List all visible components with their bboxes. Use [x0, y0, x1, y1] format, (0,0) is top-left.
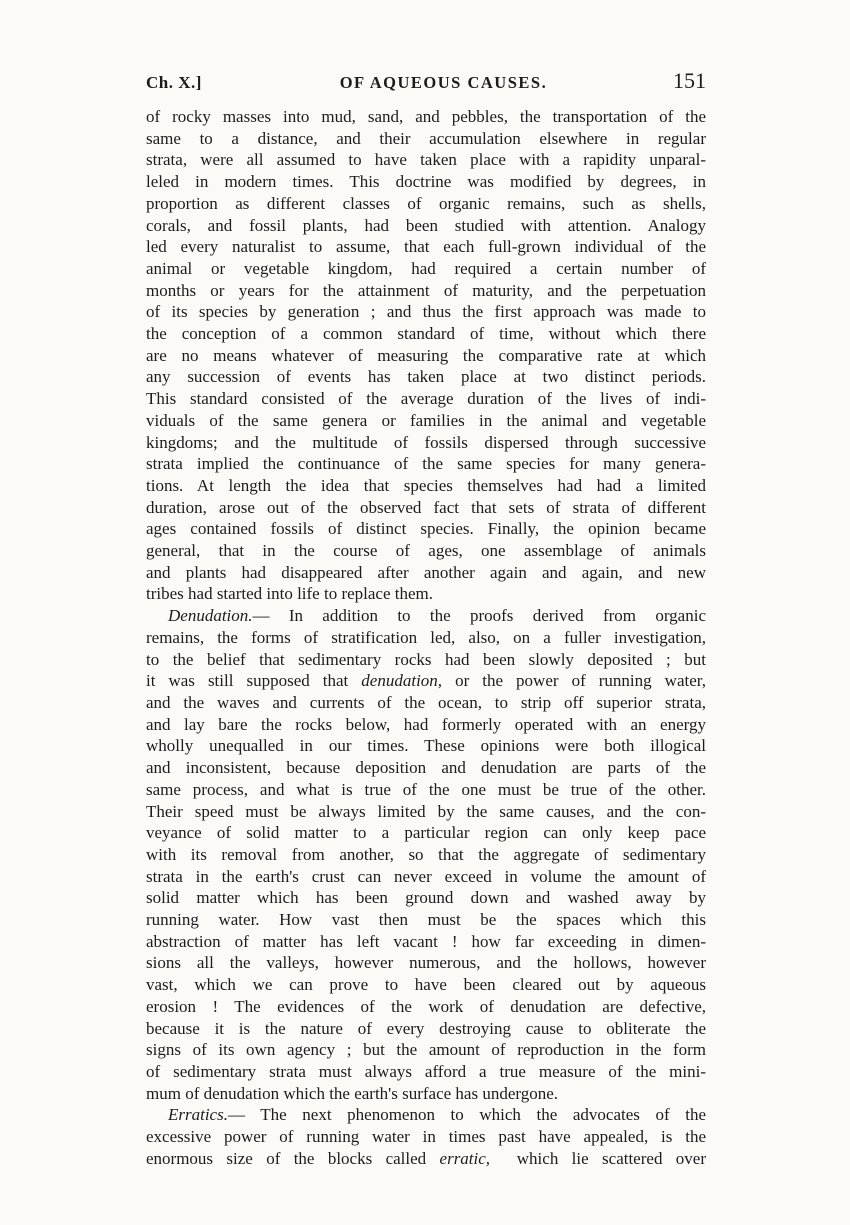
- text-line: proportion as different classes of organic remains, such as shells,: [146, 193, 706, 213]
- text-line: and the waves and currents of the ocean, to strip off superior strata,: [146, 692, 706, 712]
- text-segment: which lie scattered over: [516, 1148, 707, 1168]
- text-segment: — The next phenomenon to which the advocates of the: [227, 1105, 706, 1125]
- text-line: same to a distance, and their accumulation elsewhere in regular: [146, 128, 706, 148]
- text-line: solid matter which has been ground down and washed away by: [146, 888, 706, 908]
- text-line: and plants had disappeared after another again and again, and new: [146, 562, 706, 582]
- text-line: general, that in the course of ages, one assemblage of animals: [146, 541, 706, 561]
- text-line: and lay bare the rocks below, had formerly operated with an energy: [146, 714, 706, 734]
- paragraph-denudation: [146, 605, 706, 1104]
- text-line: leled in modern times. This doctrine was modified by degrees, in: [146, 172, 706, 192]
- text-segment: — In addition to the proofs derived from organic: [252, 606, 706, 626]
- text-line: [146, 1104, 706, 1126]
- text-line: led every naturalist to assume, that each full-grown individual of the: [146, 237, 706, 257]
- text-line: excessive power of running water in times past have appealed, is the: [146, 1127, 706, 1147]
- section-heading-denudation: Denudation.: [168, 606, 253, 626]
- text-line: are no means whatever of measuring the comparative rate at which: [146, 345, 706, 365]
- text-line: of its species by generation ; and thus the first approach was made to: [146, 302, 706, 322]
- text-line: signs of its own agency ; but the amount of reproduction in the form: [146, 1040, 706, 1060]
- text-line: This standard consisted of the average duration of the lives of indi-: [146, 389, 706, 409]
- text-line: and inconsistent, because deposition and denudation are parts of the: [146, 758, 706, 778]
- text-line: with its removal from another, so that the aggregate of sedimentary: [146, 844, 706, 864]
- text-line: erosion ! The evidences of the work of denudation are defective,: [146, 996, 706, 1016]
- text-line: vast, which we can prove to have been cleared out by aqueous: [146, 975, 706, 995]
- text-line: months or years for the attainment of maturity, and the perpetuation: [146, 280, 706, 300]
- text-line: strata, were all assumed to have taken place with a rapidity unparal-: [146, 150, 706, 170]
- emphasis-denudation: denudation,: [361, 671, 443, 691]
- chapter-label: Ch. X.]: [146, 73, 202, 92]
- text-line: mum of denudation which the earth's surface has undergone.: [146, 1083, 559, 1103]
- text-line: ages contained fossils of distinct species. Finally, the opinion became: [146, 519, 706, 539]
- running-head: [146, 68, 706, 106]
- text-line: kingdoms; and the multitude of fossils dispersed through successive: [146, 432, 706, 452]
- text-line: [146, 605, 706, 627]
- text-line: any succession of events has taken place at two distinct periods.: [146, 367, 706, 387]
- text-line: to the belief that sedimentary rocks had been slowly deposited ; but: [146, 649, 706, 669]
- paragraph-erratics: [146, 1104, 706, 1169]
- text-line: animal or vegetable kingdom, had required a certain number of: [146, 258, 706, 278]
- text-line: tions. At length the idea that species themselves had had a limited: [146, 475, 706, 495]
- text-line: [146, 1148, 706, 1170]
- text-line: wholly unequalled in our times. These opinions were both illogical: [146, 736, 706, 756]
- text-line: remains, the forms of stratification led, also, on a fuller investigation,: [146, 627, 706, 647]
- body-text: [146, 106, 706, 1169]
- text-line: sions all the valleys, however numerous, and the hollows, however: [146, 953, 706, 973]
- text-line: strata implied the continuance of the same species for many genera-: [146, 454, 706, 474]
- paragraph-organic-remains: [146, 106, 706, 605]
- text-line: because it is the nature of every destroying cause to obliterate the: [146, 1018, 706, 1038]
- text-line: strata in the earth's crust can never exceed in volume the amount of: [146, 866, 706, 886]
- text-line: of rocky masses into mud, sand, and pebbles, the transportation of the: [146, 107, 706, 126]
- text-line: duration, arose out of the observed fact that sets of strata of different: [146, 497, 706, 517]
- book-page: [146, 68, 706, 1169]
- text-line: abstraction of matter has left vacant ! how far exceeding in dimen-: [146, 931, 706, 951]
- text-line: running water. How vast then must be the spaces which this: [146, 910, 706, 930]
- text-line: the conception of a common standard of time, without which there: [146, 324, 706, 344]
- text-line: same process, and what is true of the one must be true of the other.: [146, 779, 706, 799]
- text-line: of sedimentary strata must always afford a true measure of the mini-: [146, 1061, 706, 1081]
- text-segment: enormous size of the blocks called: [146, 1148, 440, 1168]
- page-header-title: OF AQUEOUS CAUSES.: [339, 73, 548, 92]
- page-number: 151: [672, 68, 706, 93]
- text-segment: it was still supposed that: [146, 671, 362, 691]
- text-line: corals, and fossil plants, had been studied with attention. Analogy: [146, 215, 706, 235]
- text-line: Their speed must be always limited by the same causes, and the con-: [146, 801, 706, 821]
- text-line: [146, 670, 706, 692]
- section-heading-erratics: Erratics.: [168, 1105, 228, 1125]
- text-line: tribes had started into life to replace them.: [146, 584, 434, 604]
- text-line: viduals of the same genera or families in the animal and vegetable: [146, 410, 706, 430]
- emphasis-erratic: erratic,: [439, 1148, 491, 1168]
- text-segment: or the power of running water,: [442, 671, 706, 691]
- text-line: veyance of solid matter to a particular region can only keep pace: [146, 823, 706, 843]
